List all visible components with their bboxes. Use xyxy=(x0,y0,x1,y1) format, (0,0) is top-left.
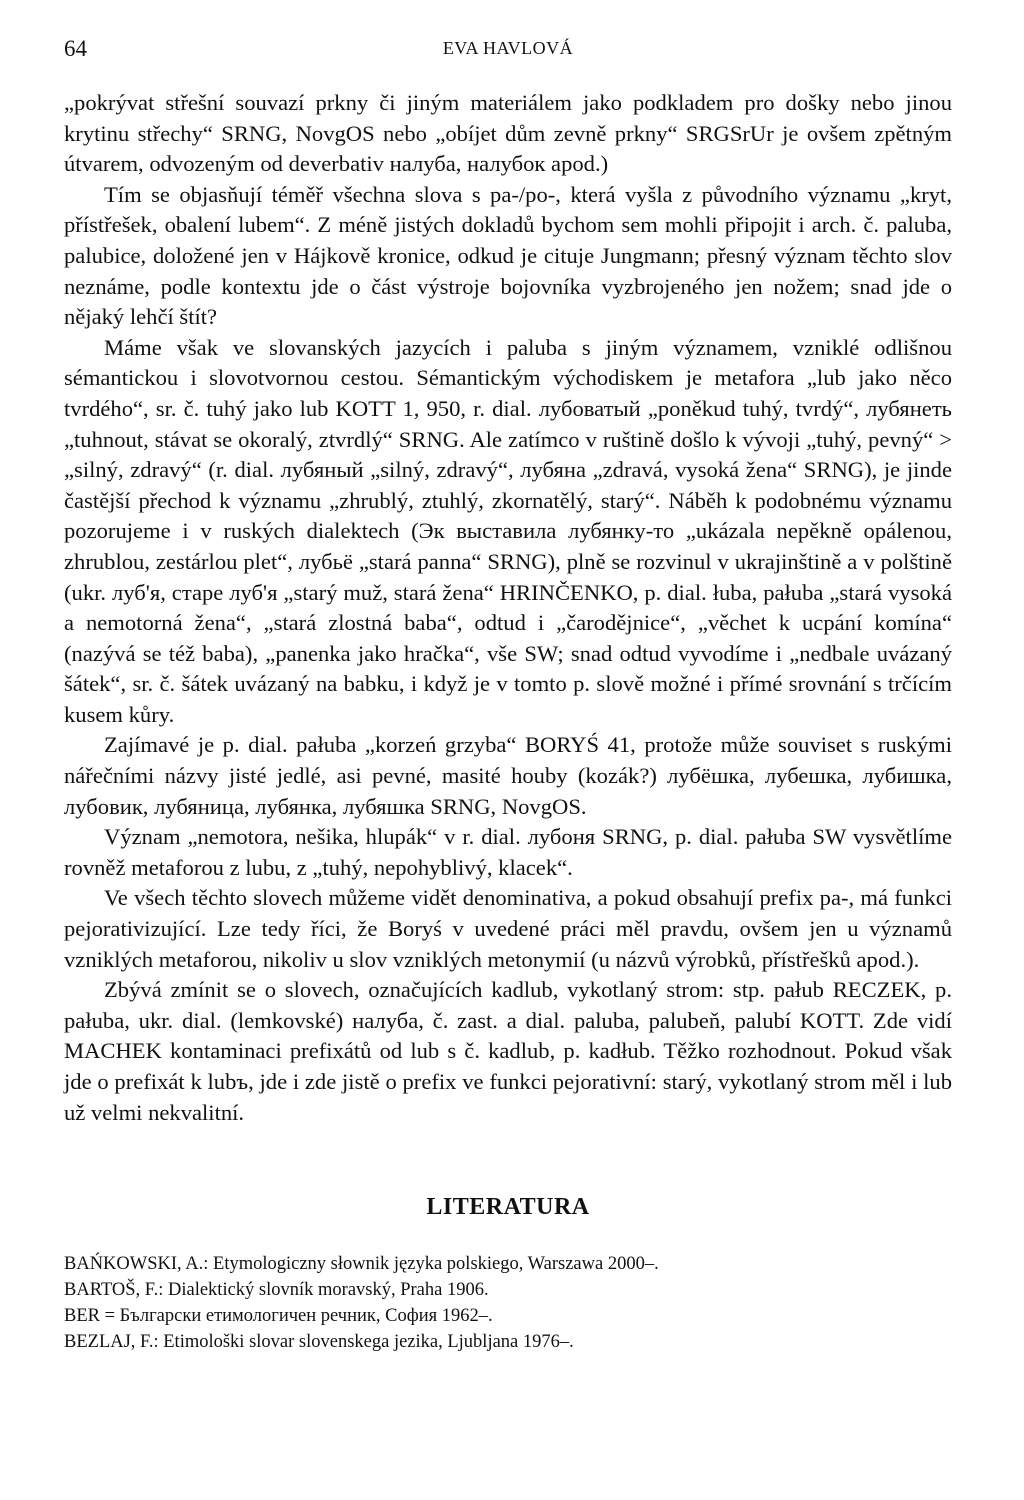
paragraph-3: Máme však ve slovanských jazycích i paluba s jiným významem, vzniklé odlišnou sémantickou i slovotvornou cestou. Sémantickým východiskem je metafora „lub jako něco tvrdého“, sr. č. tuhý jako lub KOTT 1, 950, r. dial. лубоватый „poněkud tuhý, tvrdý“, лубянеть „tuhnout, stávat se okoralý, ztvrdlý“ SRNG. Ale zatímco v ruštině došlo k vývoji „tuhý, pevný“ > „silný, zdravý“ (r. dial. лубяный „silný, zdravý“, лубяна „zdravá, vysoká žena“ SRNG), je jinde častější přechod k významu „zhrublý, ztuhlý, zkornatělý, starý“. Náběh k podobnému významu pozorujeme i v ruských dialektech (Эк выставила лубянку-то „ukázala nepěkně opálenou, zhrublou, zestárlou plet“, лубьё „stará panna“ SRNG), plně se rozvinul v ukrajinštině a v polštině (ukr. луб'я, старе луб'я „starý muž, stará žena“ HRINČENKO, p. dial. łuba, pałuba „stará vysoká a nemotorná žena“, „stará zlostná baba“, odtud i „čarodějnice“, „věchet k ucpání komína“ (nazývá se též baba), „panenka jako hračka“, vše SW; snad odtud vyvodíme i „nedbale uvázaný šátek“, sr. č. šátek uvázaný na babku, i když je v tomto p. slově možné i přímé srovnání s trčícím kusem kůry. xyxy=(64,334,952,727)
running-title: EVA HAVLOVÁ xyxy=(442,38,574,58)
paragraph-7: Zbývá zmínit se o slovech, označujících kadlub, vykotlaný strom: stp. pałub RECZEK, p. pałuba, ukr. dial. (lemkovské) налуба, č. zast. a dial. paluba, palubeň, palubí KOTT. Zde vidí MACHEK kontaminaci prefixátů od lub s č. kadlub, p. kadłub. Těžko rozhodnout. Pokud však jde o prefixát k lubъ, jde i zde jistě o prefix ve funkci pejorativní: starý, vykotlaný strom měl i lub už velmi nekvalitní. xyxy=(64,977,952,1125)
bib-entry: BARTOŠ, F.: Dialektický slovník moravský, Praha 1906. xyxy=(64,1280,489,1301)
paragraph-4: Zajímavé je p. dial. pałuba „korzeń grzyba“ BORYŚ 41, protože může souviset s ruskými nářečními názvy jisté jedlé, asi pevné, masité houby (kozák?) лубёшка, лубешка, лубишка, лубовик, лубяница, лубянка, лубяшка SRNG, NovgOS. xyxy=(64,732,952,819)
paragraph-6: Ve všech těchto slovech můžeme vidět denominativa, a pokud obsahují prefix pa-, má funkci pejorativizující. Lze tedy říci, že Boryś v uvedené práci měl pravdu, ovšem jen u významů vzniklých metaforou, nikoliv u slov vzniklých metonymií (u názvů výrobků, přístřešků apod.). xyxy=(64,885,952,972)
paragraph-1: „pokrývat střešní souvazí prkny či jiným materiálem jako podkladem pro došky nebo jinou krytinu střechy“ SRNG, NovgOS nebo „obíjet dům zevně prkny“ SRGSrUr je ovšem zpětným útvarem, odvozeným od deverbativ налуба, налубок apod.) xyxy=(64,90,952,177)
bib-entry: BEZLAJ, F.: Etimološki slovar slovenskega jezika, Ljubljana 1976–. xyxy=(64,1332,574,1353)
paragraph-2: Tím se objasňují téměř všechna slova s pa-/po-, která vyšla z původního významu „kryt, přístřešek, obalení lubem“. Z méně jistých dokladů bychom sem mohli připojit i arch. č. paluba, palubice, doložené jen v Hájkově kronice, odkud je cituje Jungmann; přesný význam těchto slov neznáme, podle kontextu jde o část výstroje bojovníka vyzbrojeného jen nožem; snad jde o nějaký lehčí štít? xyxy=(64,181,952,330)
bib-entry: BAŃKOWSKI, A.: Etymologiczny słownik języka polskiego, Warszawa 2000–. xyxy=(64,1254,659,1275)
body-text xyxy=(64,88,952,1128)
running-head xyxy=(64,28,952,68)
literature-heading: LITERATURA xyxy=(426,1194,590,1221)
bib-entry: BER = Български етимологичен речник, София 1962–. xyxy=(64,1306,493,1327)
book-page xyxy=(64,28,952,1355)
paragraph-5: Význam „nemotora, nešika, hlupák“ v r. dial. лубоня SRNG, p. dial. pałuba SW vysvětlíme rovněž metaforou z lubu, z „tuhý, nepohyblivý, klacek“. xyxy=(64,824,952,880)
page-number: 64 xyxy=(64,36,87,61)
bibliography xyxy=(64,1251,952,1355)
